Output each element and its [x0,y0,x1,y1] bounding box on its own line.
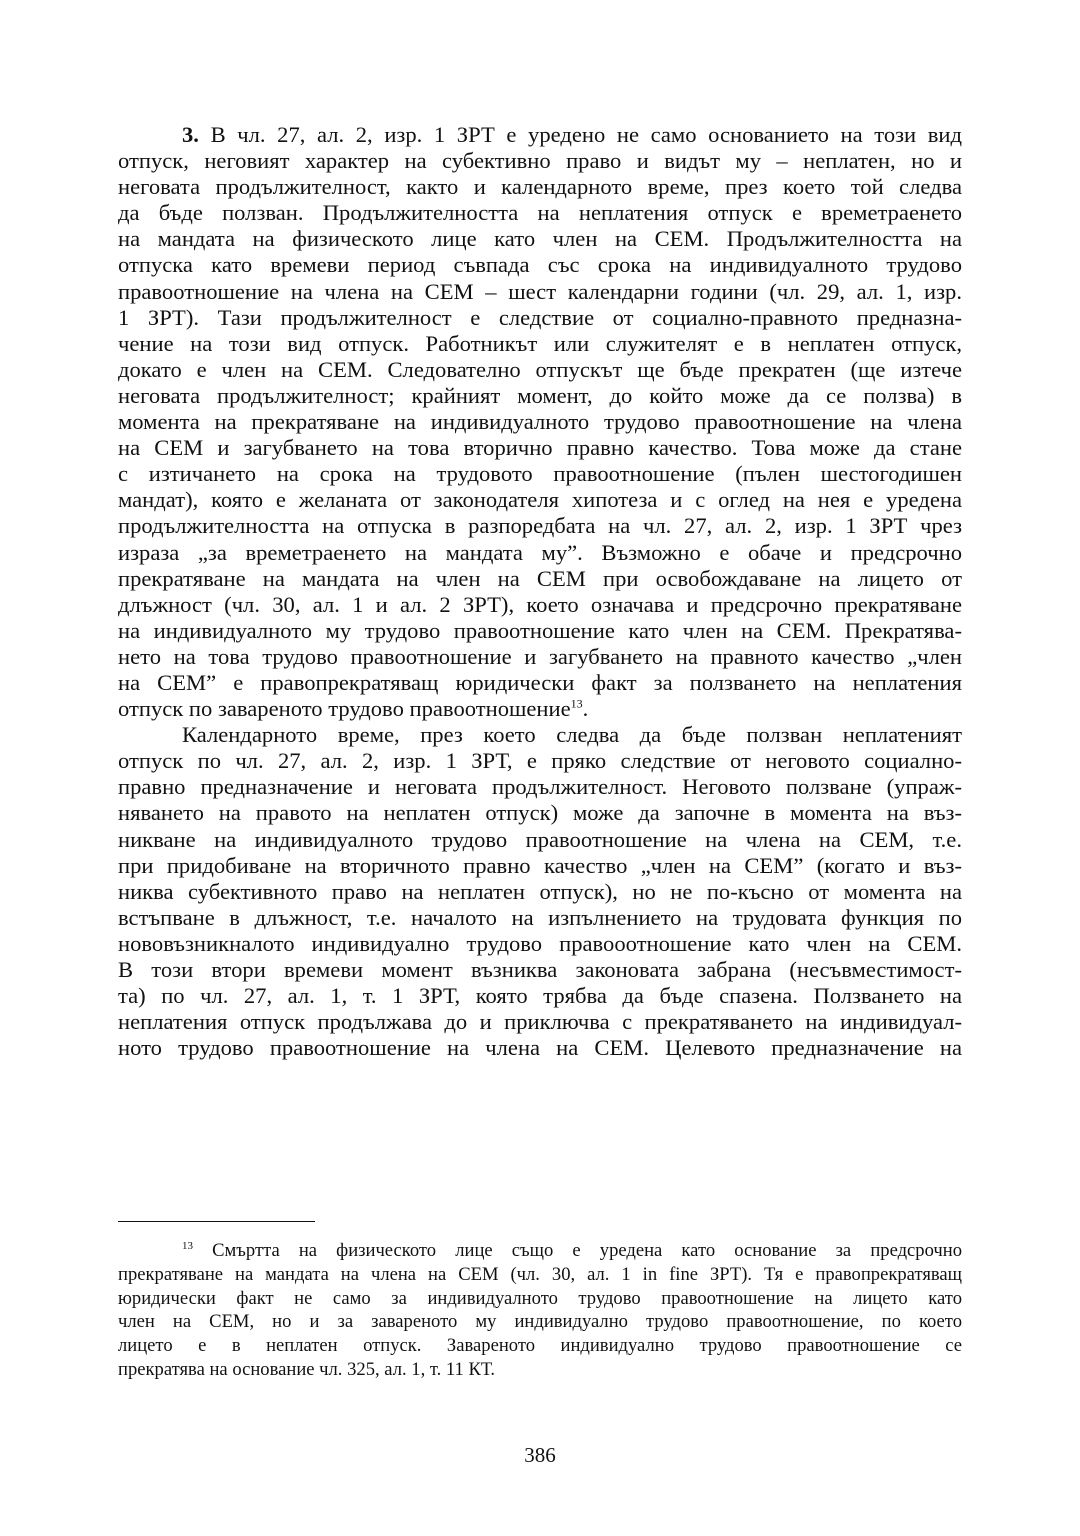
page-number: 386 [524,1443,556,1467]
text-line: встъпване в длъжност, т.е. началото на изпълнението на трудовата функция по [118,904,962,930]
text-line: правоотношение на члена на СЕМ – шест календарни години (чл. 29, ал. 1, изр. [118,278,962,304]
text-line: отпуск, неговият характер на субективно право и видът му – неплатен, но и [118,148,962,174]
text-line: отпуска като времеви период съвпада със срока на индивидуалното трудово [118,252,962,278]
footnote-line: лицето е в неплатен отпуск. Завареното индивидуално трудово правоотношение се [118,1335,962,1357]
text-line: с изтичането на срока на трудовото правоотношение (пълен шестогодишен [118,461,962,487]
text-line: Календарното време, през което следва да бъде ползван неплатеният [182,722,962,748]
main-text [118,122,962,1061]
text-line: на СЕМ” е правопрекратяващ юридически факт за ползването на неплатения [118,669,962,695]
footnote-line: член на СЕМ, но и за завареното му индивидуално трудово правоотношение, по което [118,1311,962,1333]
text-line: 3. В чл. 27, ал. 2, изр. 1 ЗРТ е уредено не само основанието на този вид [182,122,962,147]
text-line: та) по чл. 27, ал. 1, т. 1 ЗРТ, която трябва да бъде спазена. Ползването на [118,983,962,1009]
text-line: 1 ЗРТ). Тази продължителност е следствие от социално-правното предназна- [118,304,962,330]
text-line: отпуск по чл. 27, ал. 2, изр. 1 ЗРТ, е пряко следствие от неговото социално- [118,748,962,774]
text-line: ното трудово правоотношение на члена на СЕМ. Целевото предназначение на [118,1035,962,1061]
text-line: В този втори времеви момент възниква законовата забрана (несъвместимост- [118,957,962,982]
footnote-line: $^{13}$ Смъртта на физическото лице също е уредена като основание за предсрочно [182,1239,962,1261]
text-line: на мандата на физическото лице като член на СЕМ. Продължителността на [118,226,962,252]
footnote-reference[interactable]: 13 [570,696,583,711]
text-line: израза „за времетраенето на мандата му”. Възможно е обаче и предсрочно [118,539,962,565]
text-line: неплатения отпуск продължава до и приключва с прекратяването на индивидуал- [118,1009,962,1035]
text-line: мандат), която е желаната от законодателя хипотеза и с оглед на нея е уредена [118,487,962,513]
text-line: момента на прекратяване на индивидуалното трудово правоотношение на члена [118,409,962,435]
text-line: неговата продължителност, както и календарното време, през което той следва [118,174,962,200]
text-line: длъжност (чл. 30, ал. 1 и ал. 2 ЗРТ), което означава и предсрочно прекратяване [118,591,962,617]
footnote-line: прекратява на основание чл. 325, ал. 1, т. 11 КТ. [118,1358,495,1380]
footnote-line: прекратяване на мандата на члена на СЕМ (чл. 30, ал. 1 in fine ЗРТ). Тя е правопрекратяващ [118,1263,962,1285]
text-line: отпуск по завареното трудово правоотношение$^{13}$. [118,696,589,722]
text-line: правно предназначение и неговата продължителност. Неговото ползване (упраж- [118,774,962,800]
text-line: чение на този вид отпуск. Работникът или служителят е в неплатен отпуск, [118,330,962,356]
text-line: нововъзникналото индивидуално трудово правооотношение като член на СЕМ. [118,930,962,956]
text-line: докато е член на СЕМ. Следователно отпускът ще бъде прекратен (ще изтече [118,356,962,382]
text-line: при придобиване на вторичното правно качество „член на СЕМ” (когато и въз- [118,852,962,878]
text-line: продължителността на отпуска в разпоредбата на чл. 27, ал. 2, изр. 1 ЗРТ чрез [118,513,962,539]
point-number: 3. [182,122,199,147]
text-line: нето на това трудово правоотношение и загубването на правното качество „член [118,643,962,669]
text-line: никва субективното право на неплатен отпуск), но не по-късно от момента на [118,878,962,904]
text-line: да бъде ползван. Продължителността на неплатения отпуск е времетраенето [118,200,962,226]
text-line: няването на правото на неплатен отпуск) може да започне в момента на въз- [118,800,962,826]
text-line: никване на индивидуалното трудово правоотношение на члена на СЕМ, т.е. [118,826,962,852]
text-line: на СЕМ и загубването на това вторично правно качество. Това може да стане [118,435,962,461]
footnote-separator [118,1221,315,1222]
text-line: прекратяване на мандата на член на СЕМ при освобождаване на лицето от [118,565,962,591]
footnote-line: юридически факт не само за индивидуалното трудово правоотношение на лицето като [118,1287,962,1309]
text-line: на индивидуалното му трудово правоотношение като член на СЕМ. Прекратява- [118,617,962,643]
footnote-number: 13 [182,1239,193,1252]
text-line: неговата продължителност; крайният момент, до който може да се ползва) в [118,382,962,408]
footnote-13 [118,1239,962,1382]
